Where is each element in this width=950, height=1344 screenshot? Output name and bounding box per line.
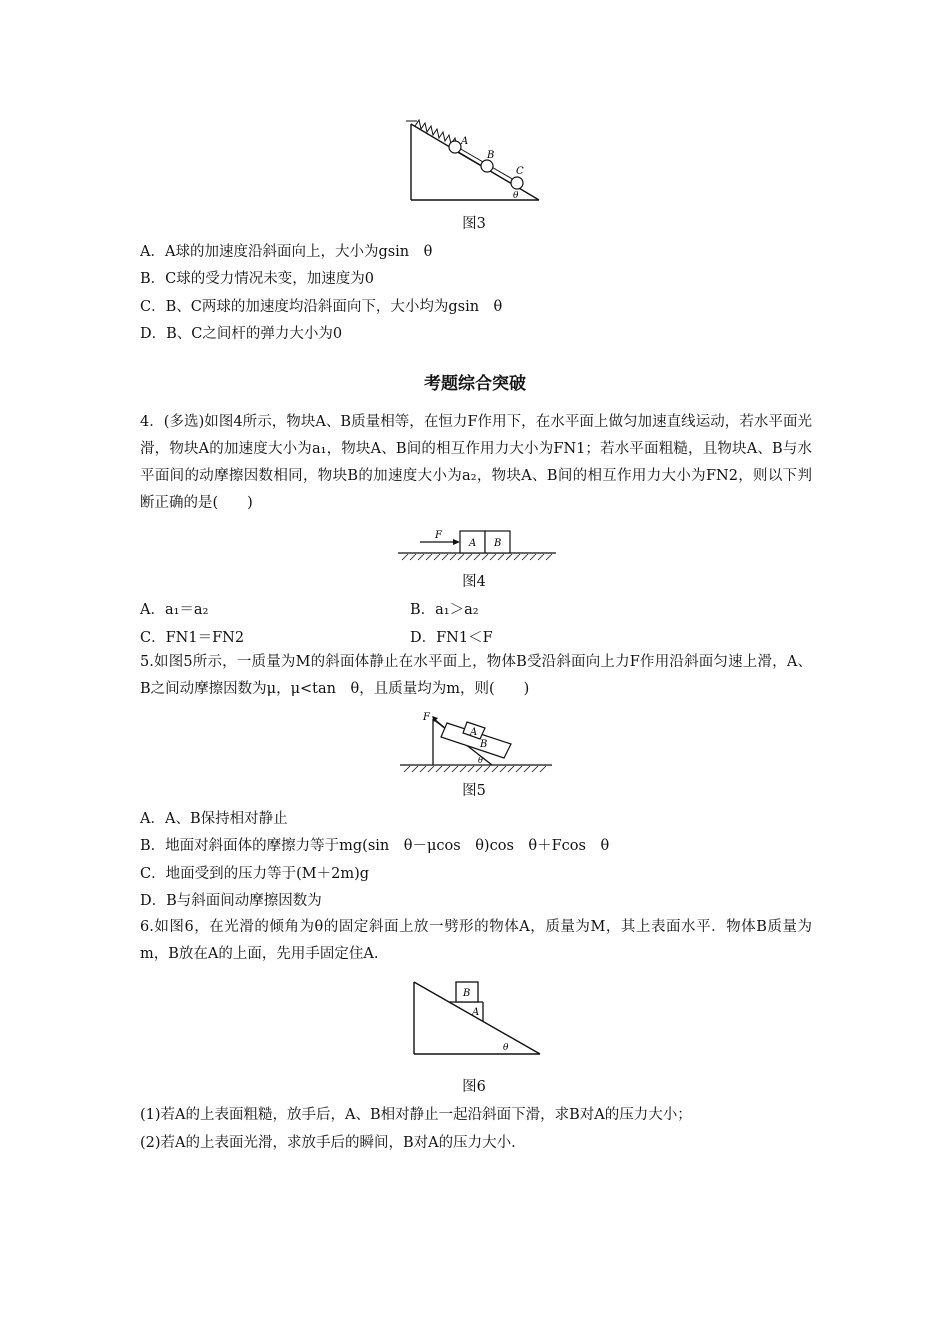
q4-stem: 4．(多选)如图4所示，物块A、B质量相等，在恒力F作用下，在水平面上做匀加速直线运动，若水平面光滑，物块A的加速度大小为a₁，物块A、B间的相互作用力大小为FN1；若水平面粗糙，且物块A、B与水平面间的动摩擦因数相同，物块B的加速度大小为a₂，物块A、B间的相互作用力大小为FN2，则以下判断正确的是( ) [140, 414, 812, 511]
fig4-caption: 图4 [462, 574, 486, 590]
q6-stem: 6.如图6，在光滑的倾角为θ的固定斜面上放一劈形的物体A，质量为M，其上表面水平．物体B质量为m，B放在A的上面，先用手固定住A. [140, 919, 812, 962]
label-theta: θ [478, 756, 483, 765]
fig6-caption: 图6 [462, 1079, 486, 1095]
q4-option-b: B．a₁＞a₂ [410, 602, 479, 618]
q6-sub1: (1)若A的上表面粗糙，放手后，A、B相对静止一起沿斜面下滑，求B对A的压力大小； [140, 1107, 692, 1123]
q3-option-d: D．B、C之间杆的弹力大小为0 [140, 326, 343, 342]
q4-option-d: D．FN1＜F [410, 630, 493, 646]
label-b: B [494, 538, 502, 549]
q4-option-c: C．FN1＝FN2 [140, 630, 245, 646]
q5-stem: 5.如图5所示，一质量为M的斜面体静止在水平面上，物体B受沿斜面向上力F作用沿斜面匀速上滑，A、B之间动摩擦因数为μ，μ<tan θ，且质量均为m，则( ) [140, 654, 812, 697]
figure-4 [398, 527, 556, 563]
q3-option-b: B．C球的受力情况未变，加速度为0 [140, 271, 374, 287]
q5-option-a: A．A、B保持相对静止 [140, 811, 288, 827]
label-a: A [469, 538, 477, 549]
label-b: B [480, 739, 488, 750]
label-theta: θ [503, 1043, 509, 1053]
q4-option-a: A．a₁＝a₂ [140, 602, 209, 618]
q5-option-d: D．B与斜面间动摩擦因数为 [140, 893, 322, 909]
q6-sub2: (2)若A的上表面光滑，求放手后的瞬间，B对A的压力大小. [140, 1135, 516, 1151]
fig3-caption: 图3 [462, 216, 486, 232]
label-a: A [470, 727, 478, 738]
label-theta: θ [513, 191, 519, 201]
q3-option-c: C．B、C两球的加速度均沿斜面向下，大小均为gsin θ [140, 299, 503, 315]
label-f: F [423, 712, 430, 723]
label-b: B [487, 150, 495, 161]
section-title: 考题综合突破 [424, 374, 526, 394]
q3-option-a: A．A球的加速度沿斜面向上，大小为gsin θ [140, 244, 433, 260]
ball-a [449, 141, 461, 153]
label-f: F [435, 530, 442, 541]
figure-3 [405, 118, 545, 206]
ball-b [481, 160, 493, 172]
figure-6 [410, 976, 544, 1058]
ball-c [511, 177, 523, 189]
fig5-caption: 图5 [462, 783, 486, 799]
figure-5 [400, 708, 552, 774]
label-a: A [461, 136, 469, 147]
label-c: C [516, 166, 524, 177]
label-b: B [463, 988, 471, 999]
q5-option-c: C．地面受到的压力等于(M＋2m)g [140, 866, 370, 882]
q5-option-b: B．地面对斜面体的摩擦力等于mg(sin θ－μcos θ)cos θ＋Fcos θ [140, 838, 610, 854]
label-a: A [472, 1007, 480, 1018]
